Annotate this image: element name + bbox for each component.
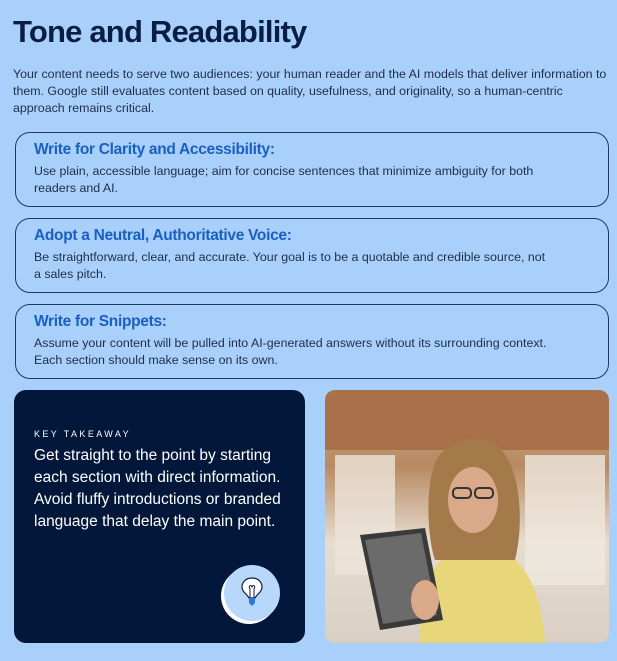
tip-heading: Write for Snippets:: [34, 313, 167, 330]
woman-with-tablet-photo: [325, 390, 609, 643]
tip-heading: Write for Clarity and Accessibility:: [34, 141, 275, 158]
tip-body: Use plain, accessible language; aim for concise sentences that minimize ambiguity for both readers and AI.: [34, 164, 534, 195]
tip-body: Be straightforward, clear, and accurate. Your goal is to be a quotable and credible source, not a sales pitch.: [34, 250, 546, 281]
page-title: Tone and Readability: [13, 14, 307, 49]
tip-card-snippets: [15, 304, 609, 379]
tip-body: Assume your content will be pulled into AI-generated answers without its surrounding context. Each section should make sense on its own.: [34, 336, 547, 367]
lightbulb-icon: [224, 565, 280, 621]
tip-card-voice: [15, 218, 609, 293]
tip-card-clarity: [15, 132, 609, 207]
takeaway-kicker: KEY TAKEAWAY: [34, 429, 131, 439]
intro-paragraph: Your content needs to serve two audiences: your human reader and the AI models that deliver information to them. Google still evaluates content based on quality, usefulness, and originality, so a human-centric approach remains critical.: [13, 67, 607, 115]
key-takeaway-card: [14, 390, 305, 643]
tip-heading: Adopt a Neutral, Authoritative Voice:: [34, 227, 292, 244]
takeaway-text: Get straight to the point by starting each section with direct information. Avoid fluffy introductions or branded language that delay the main point.: [34, 447, 281, 530]
